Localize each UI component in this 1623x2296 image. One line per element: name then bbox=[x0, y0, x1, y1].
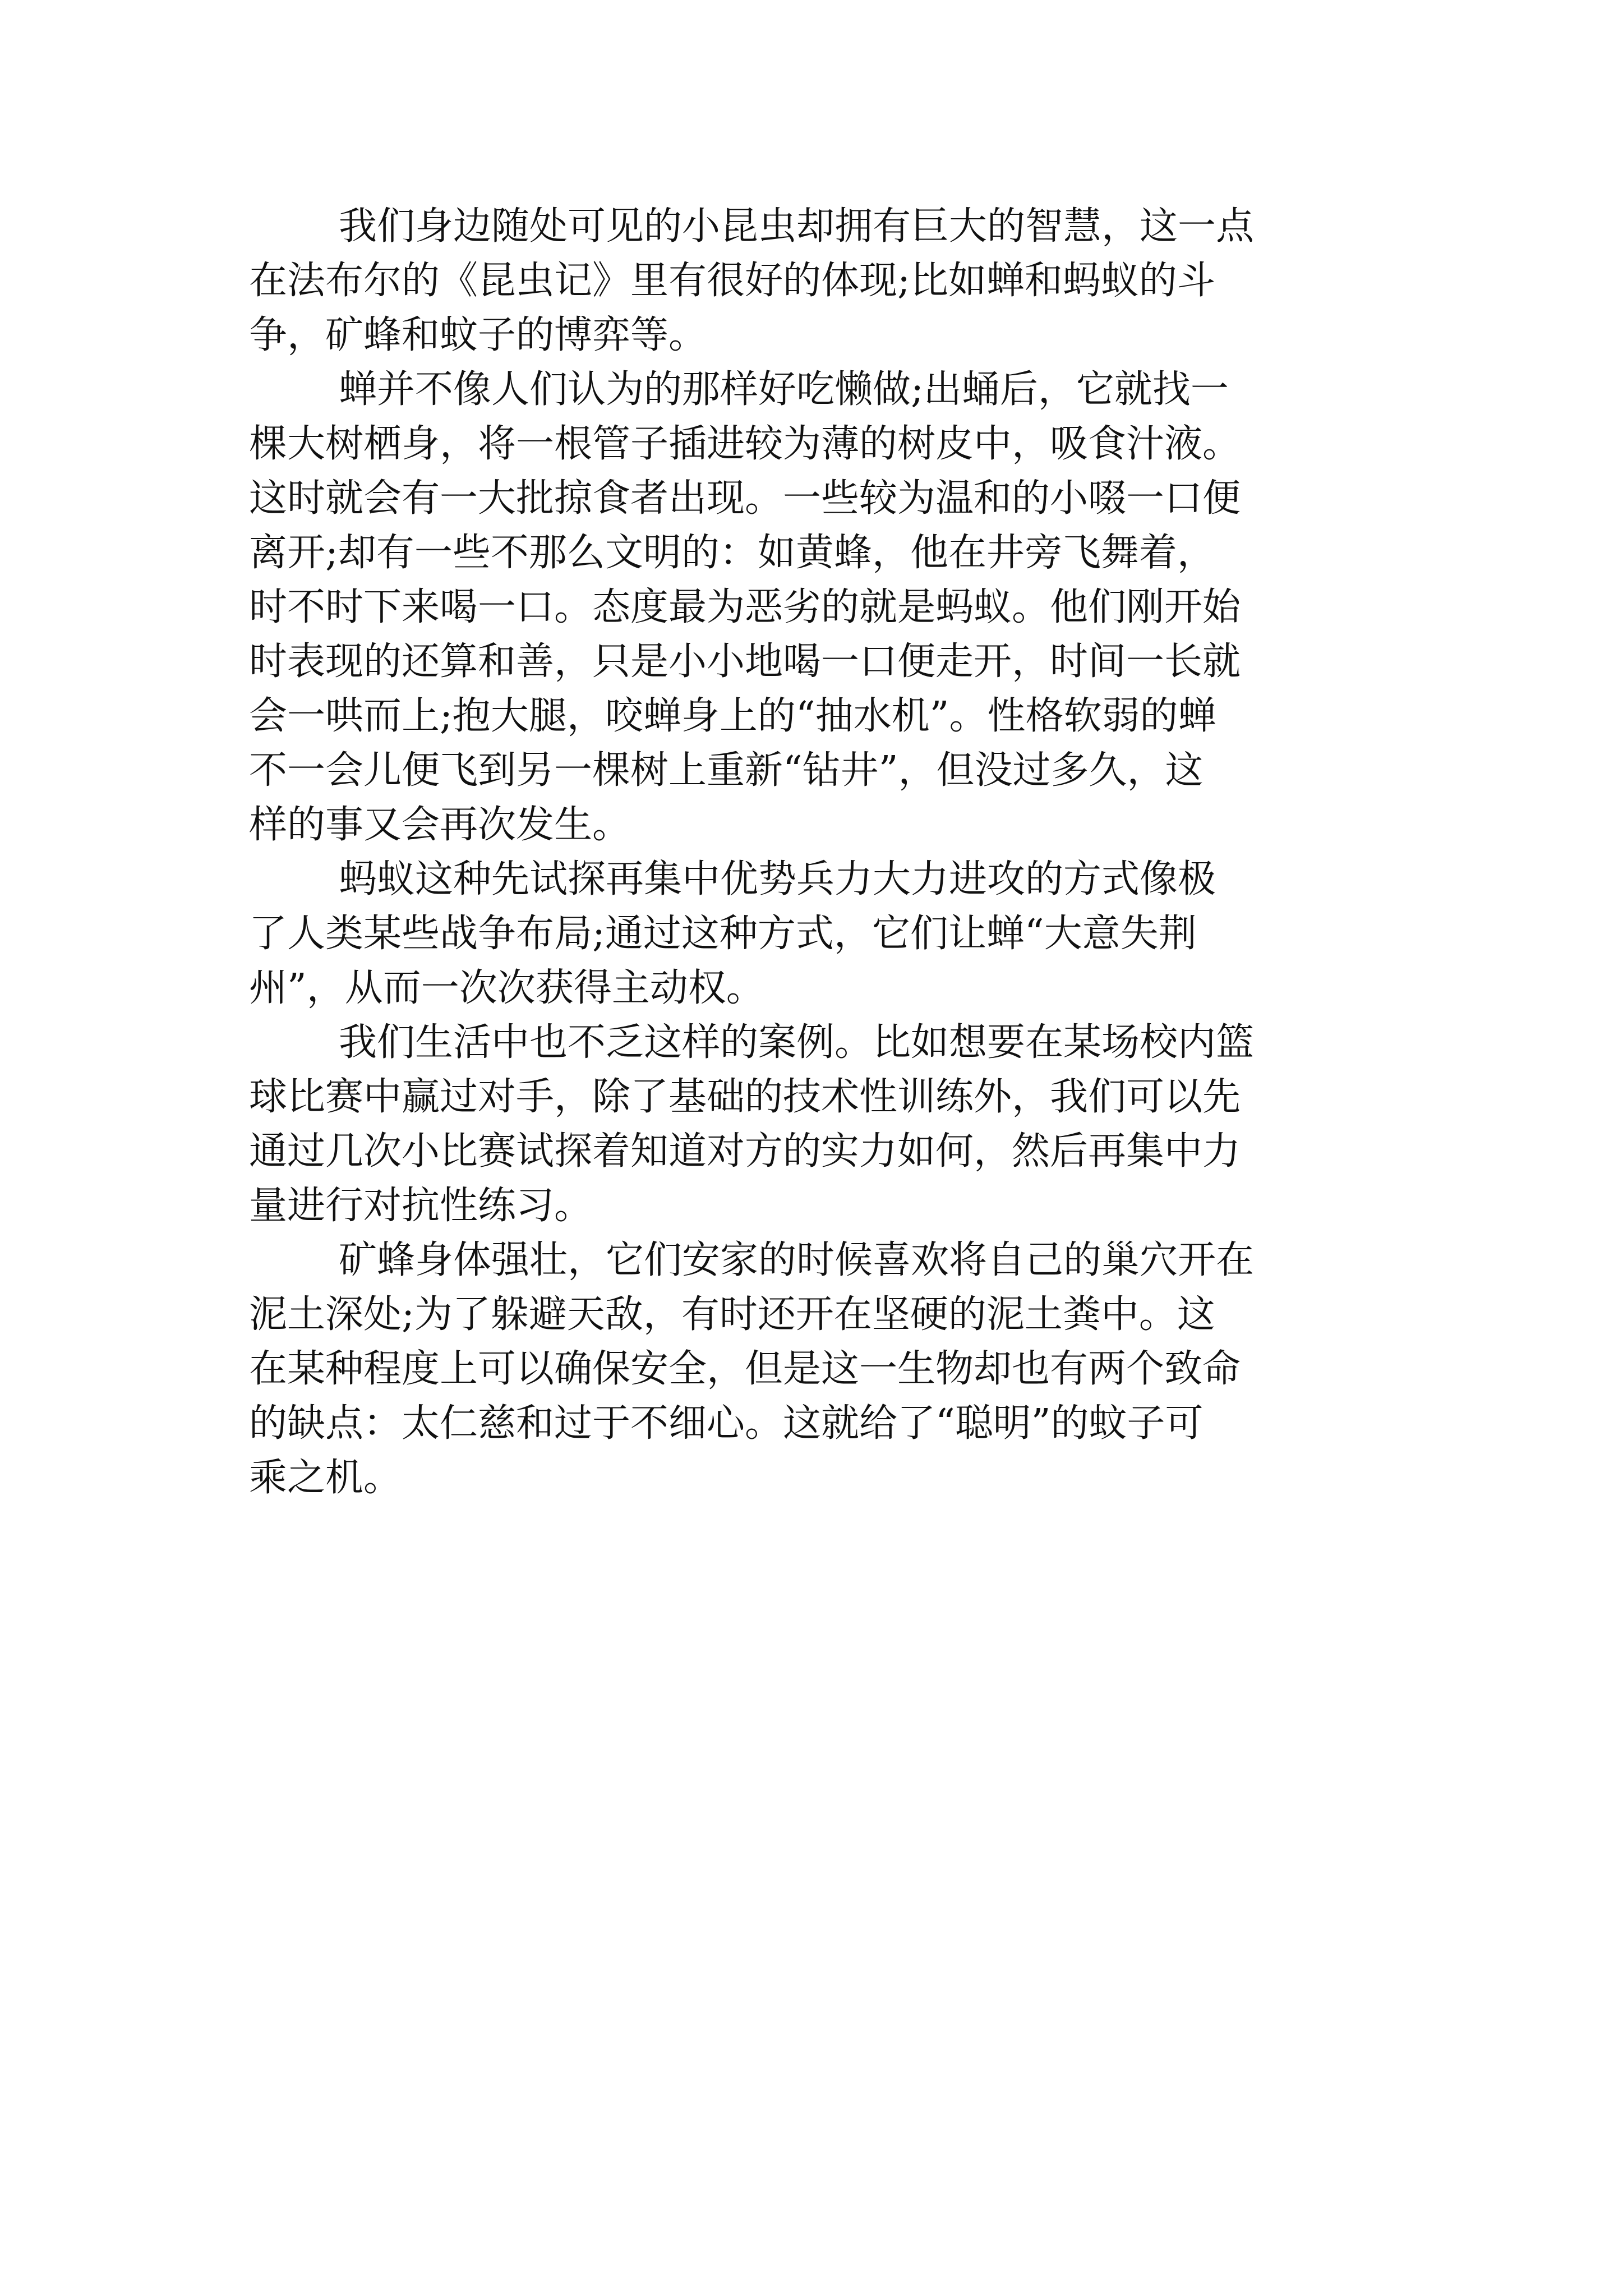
text-line: 我们生活中也不乏这样的案例。比如想要在某场校内篮 bbox=[339, 1020, 1255, 1065]
text-line: 争，矿蜂和蚊子的博弈等。 bbox=[249, 313, 707, 357]
text-line: 乘之机。 bbox=[249, 1456, 402, 1500]
text-line: 蚂蚁这种先试探再集中优势兵力大力进攻的方式像极 bbox=[339, 857, 1216, 901]
text-line: 在某种程度上可以确保安全，但是这一生物却也有两个致命 bbox=[249, 1347, 1241, 1391]
text-line: 不一会儿便飞到另一棵树上重新“钻井”，但没过多久，这 bbox=[249, 748, 1204, 793]
text-line: 棵大树栖身，将一根管子插进较为薄的树皮中，吸食汁液。 bbox=[249, 422, 1241, 466]
paragraph bbox=[249, 1233, 1393, 1505]
paragraph bbox=[249, 199, 1393, 362]
text-line: 样的事又会再次发生。 bbox=[249, 803, 631, 847]
text-line: 通过几次小比赛试探着知道对方的实力如何，然后再集中力 bbox=[249, 1129, 1241, 1174]
text-line: 了人类某些战争布局;通过这种方式，它们让蝉“大意失荆 bbox=[249, 912, 1197, 956]
text-line: 时不时下来喝一口。态度最为恶劣的就是蚂蚁。他们刚开始 bbox=[249, 585, 1241, 629]
text-line: 这时就会有一大批掠食者出现。一些较为温和的小啜一口便 bbox=[249, 476, 1241, 521]
text-line: 量进行对抗性练习。 bbox=[249, 1184, 593, 1228]
text-line: 州”，从而一次次获得主动权。 bbox=[249, 966, 764, 1010]
text-line: 矿蜂身体强壮，它们安家的时候喜欢将自己的巢穴开在 bbox=[339, 1238, 1255, 1282]
text-line: 会一哄而上;抱大腿，咬蝉身上的“抽水机”。性格软弱的蝉 bbox=[249, 694, 1216, 738]
text-line: 泥土深处;为了躲避天敌，有时还开在坚硬的泥土粪中。这 bbox=[249, 1292, 1215, 1337]
article-body bbox=[249, 199, 1393, 1505]
text-line: 球比赛中赢过对手，除了基础的技术性训练外，我们可以先 bbox=[249, 1075, 1241, 1119]
paragraph bbox=[249, 1015, 1393, 1233]
text-line: 我们身边随处可见的小昆虫却拥有巨大的智慧，这一点 bbox=[339, 204, 1255, 249]
text-line: 在法布尔的《昆虫记》里有很好的体现;比如蝉和蚂蚁的斗 bbox=[249, 259, 1215, 303]
text-line: 时表现的还算和善，只是小小地喝一口便走开，时间一长就 bbox=[249, 639, 1241, 684]
text-line: 离开;却有一些不那么文明的：如黄蜂，他在井旁飞舞着， bbox=[249, 531, 1215, 575]
text-line: 的缺点：太仁慈和过于不细心。这就给了“聪明”的蚊子可 bbox=[249, 1401, 1204, 1446]
paragraph bbox=[249, 362, 1393, 852]
paragraph bbox=[249, 852, 1393, 1015]
text-line: 蝉并不像人们认为的那样好吃懒做;出蛹后，它就找一 bbox=[339, 367, 1229, 412]
